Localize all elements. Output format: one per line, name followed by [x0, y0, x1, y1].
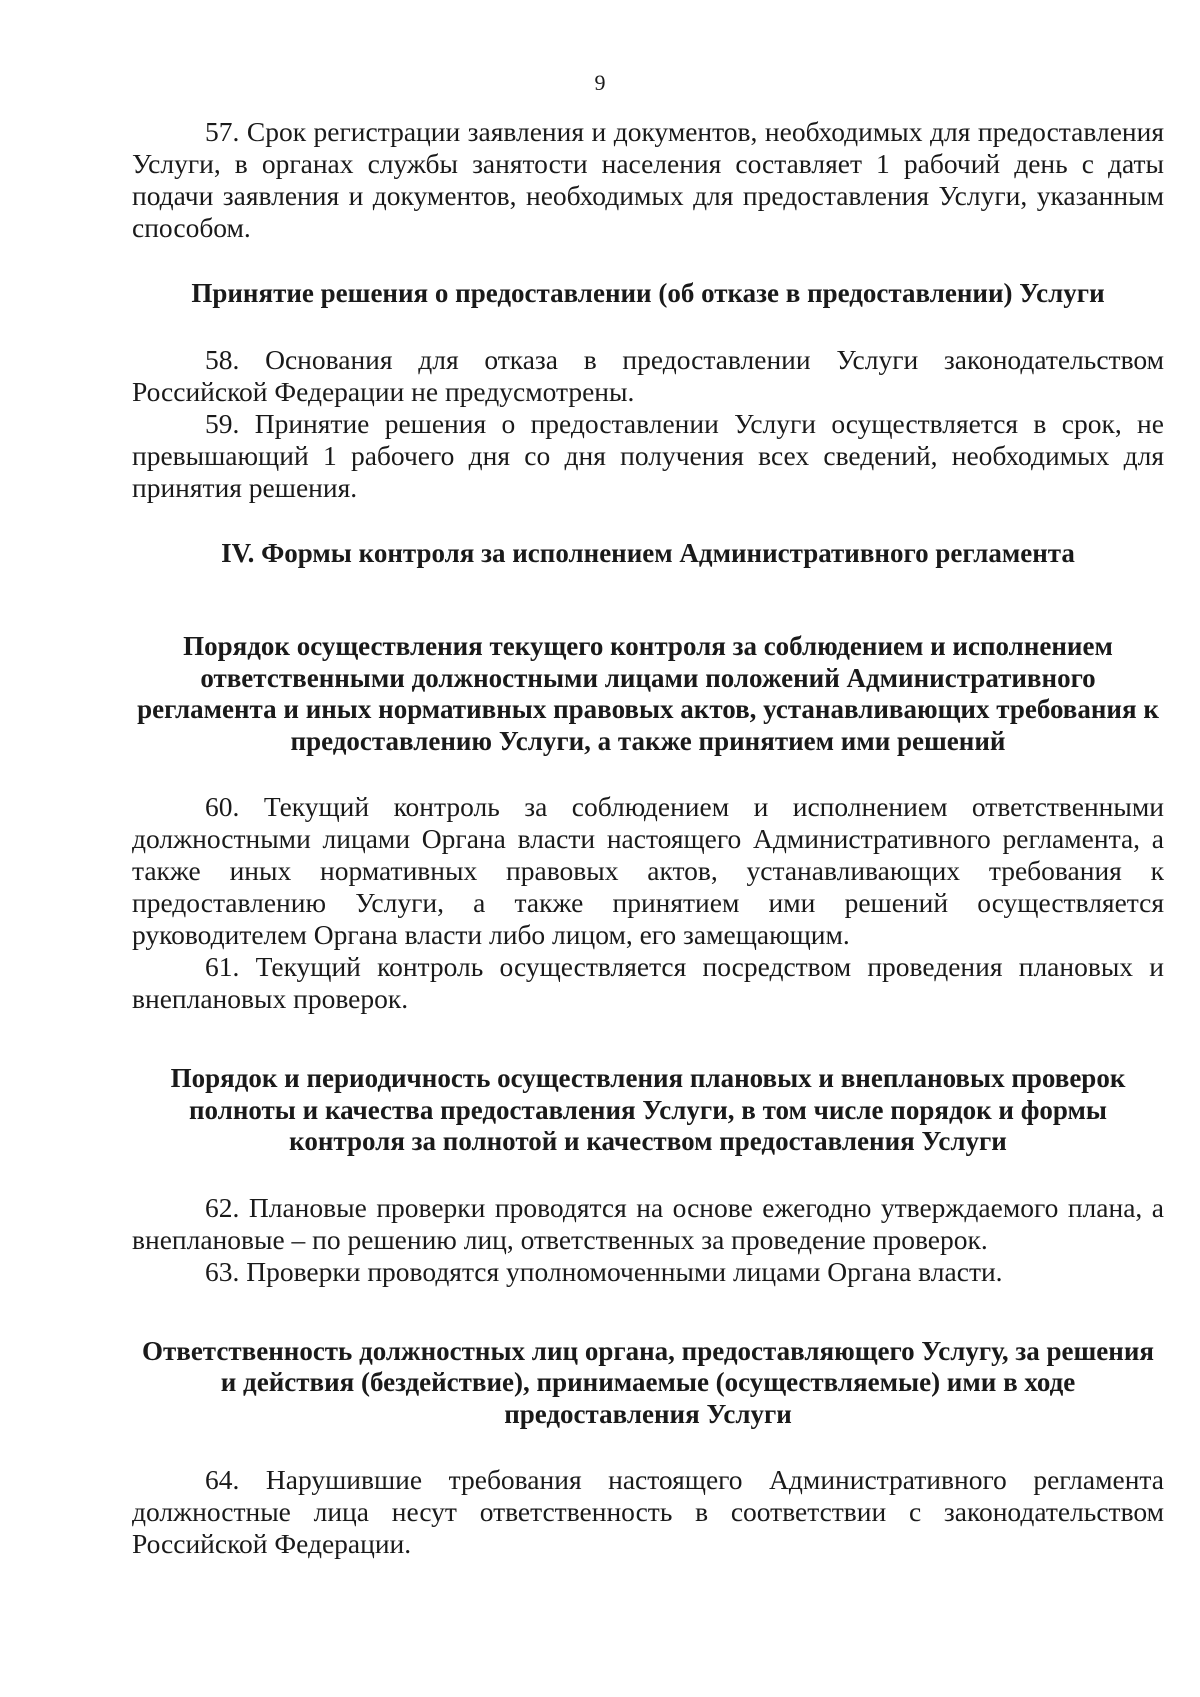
paragraph-61: 61. Текущий контроль осуществляется посредством проведения плановых и внеплановых проверок. [132, 951, 1164, 1014]
paragraph-64: 64. Нарушившие требования настоящего Административного регламента должностные лица несут ответственность в соответствии с законодательством Российской Федерации. [132, 1464, 1164, 1559]
paragraph-63: 63. Проверки проводятся уполномоченными лицами Органа власти. [205, 1255, 1003, 1287]
paragraph-57: 57. Срок регистрации заявления и документов, необходимых для предоставления Услуги, в органах службы занятости населения составляет 1 рабочий день с даты подачи заявления и документов, необходимых для предоставления Услуги, указанным способом. [132, 116, 1164, 243]
page-number: 9 [594, 70, 606, 95]
heading-decision: Принятие решения о предоставлении (об отказе в предоставлении) Услуги [191, 278, 1105, 308]
paragraph-62: 62. Плановые проверки проводятся на основе ежегодно утверждаемого плана, а внеплановые – по решению лиц, ответственных за проведение проверок. [132, 1191, 1164, 1255]
heading-inspections: Порядок и периодичность осуществления плановых и внеплановых проверок полноты и качества предоставления Услуги, в том числе порядок и формы контроля за полнотой и качеством предоставления Услуги [170, 1063, 1126, 1156]
heading-current-control: Порядок осуществления текущего контроля за соблюдением и исполнением ответственными должностными лицами положений Административного регламента и иных нормативных правовых актов, устанавливающих требования к предоставлению Услуги, а также принятием ими решений [137, 631, 1159, 756]
heading-section-iv: IV. Формы контроля за исполнением Административного регламента [221, 537, 1075, 568]
paragraph-59: 59. Принятие решения о предоставлении Услуги осуществляется в срок, не превышающий 1 рабочего дня со дня получения всех сведений, необходимых для принятия решения. [132, 407, 1164, 503]
paragraph-58: 58. Основания для отказа в предоставлении Услуги законодательством Российской Федерации не предусмотрены. [132, 343, 1164, 407]
heading-responsibility: Ответственность должностных лиц органа, предоставляющего Услугу, за решения и действия (бездействие), принимаемые (осуществляемые) ими в ходе предоставления Услуги [141, 1335, 1155, 1429]
paragraph-60: 60. Текущий контроль за соблюдением и исполнением ответственными должностными лицами Органа власти настоящего Административного регламента, а также иных нормативных правовых актов, устанавливающих требования к предоставлению Услуги, а также принятием ими решений осуществляется руководителем Органа власти либо лицом, его замещающим. [132, 791, 1164, 950]
document-body [132, 116, 1164, 1560]
